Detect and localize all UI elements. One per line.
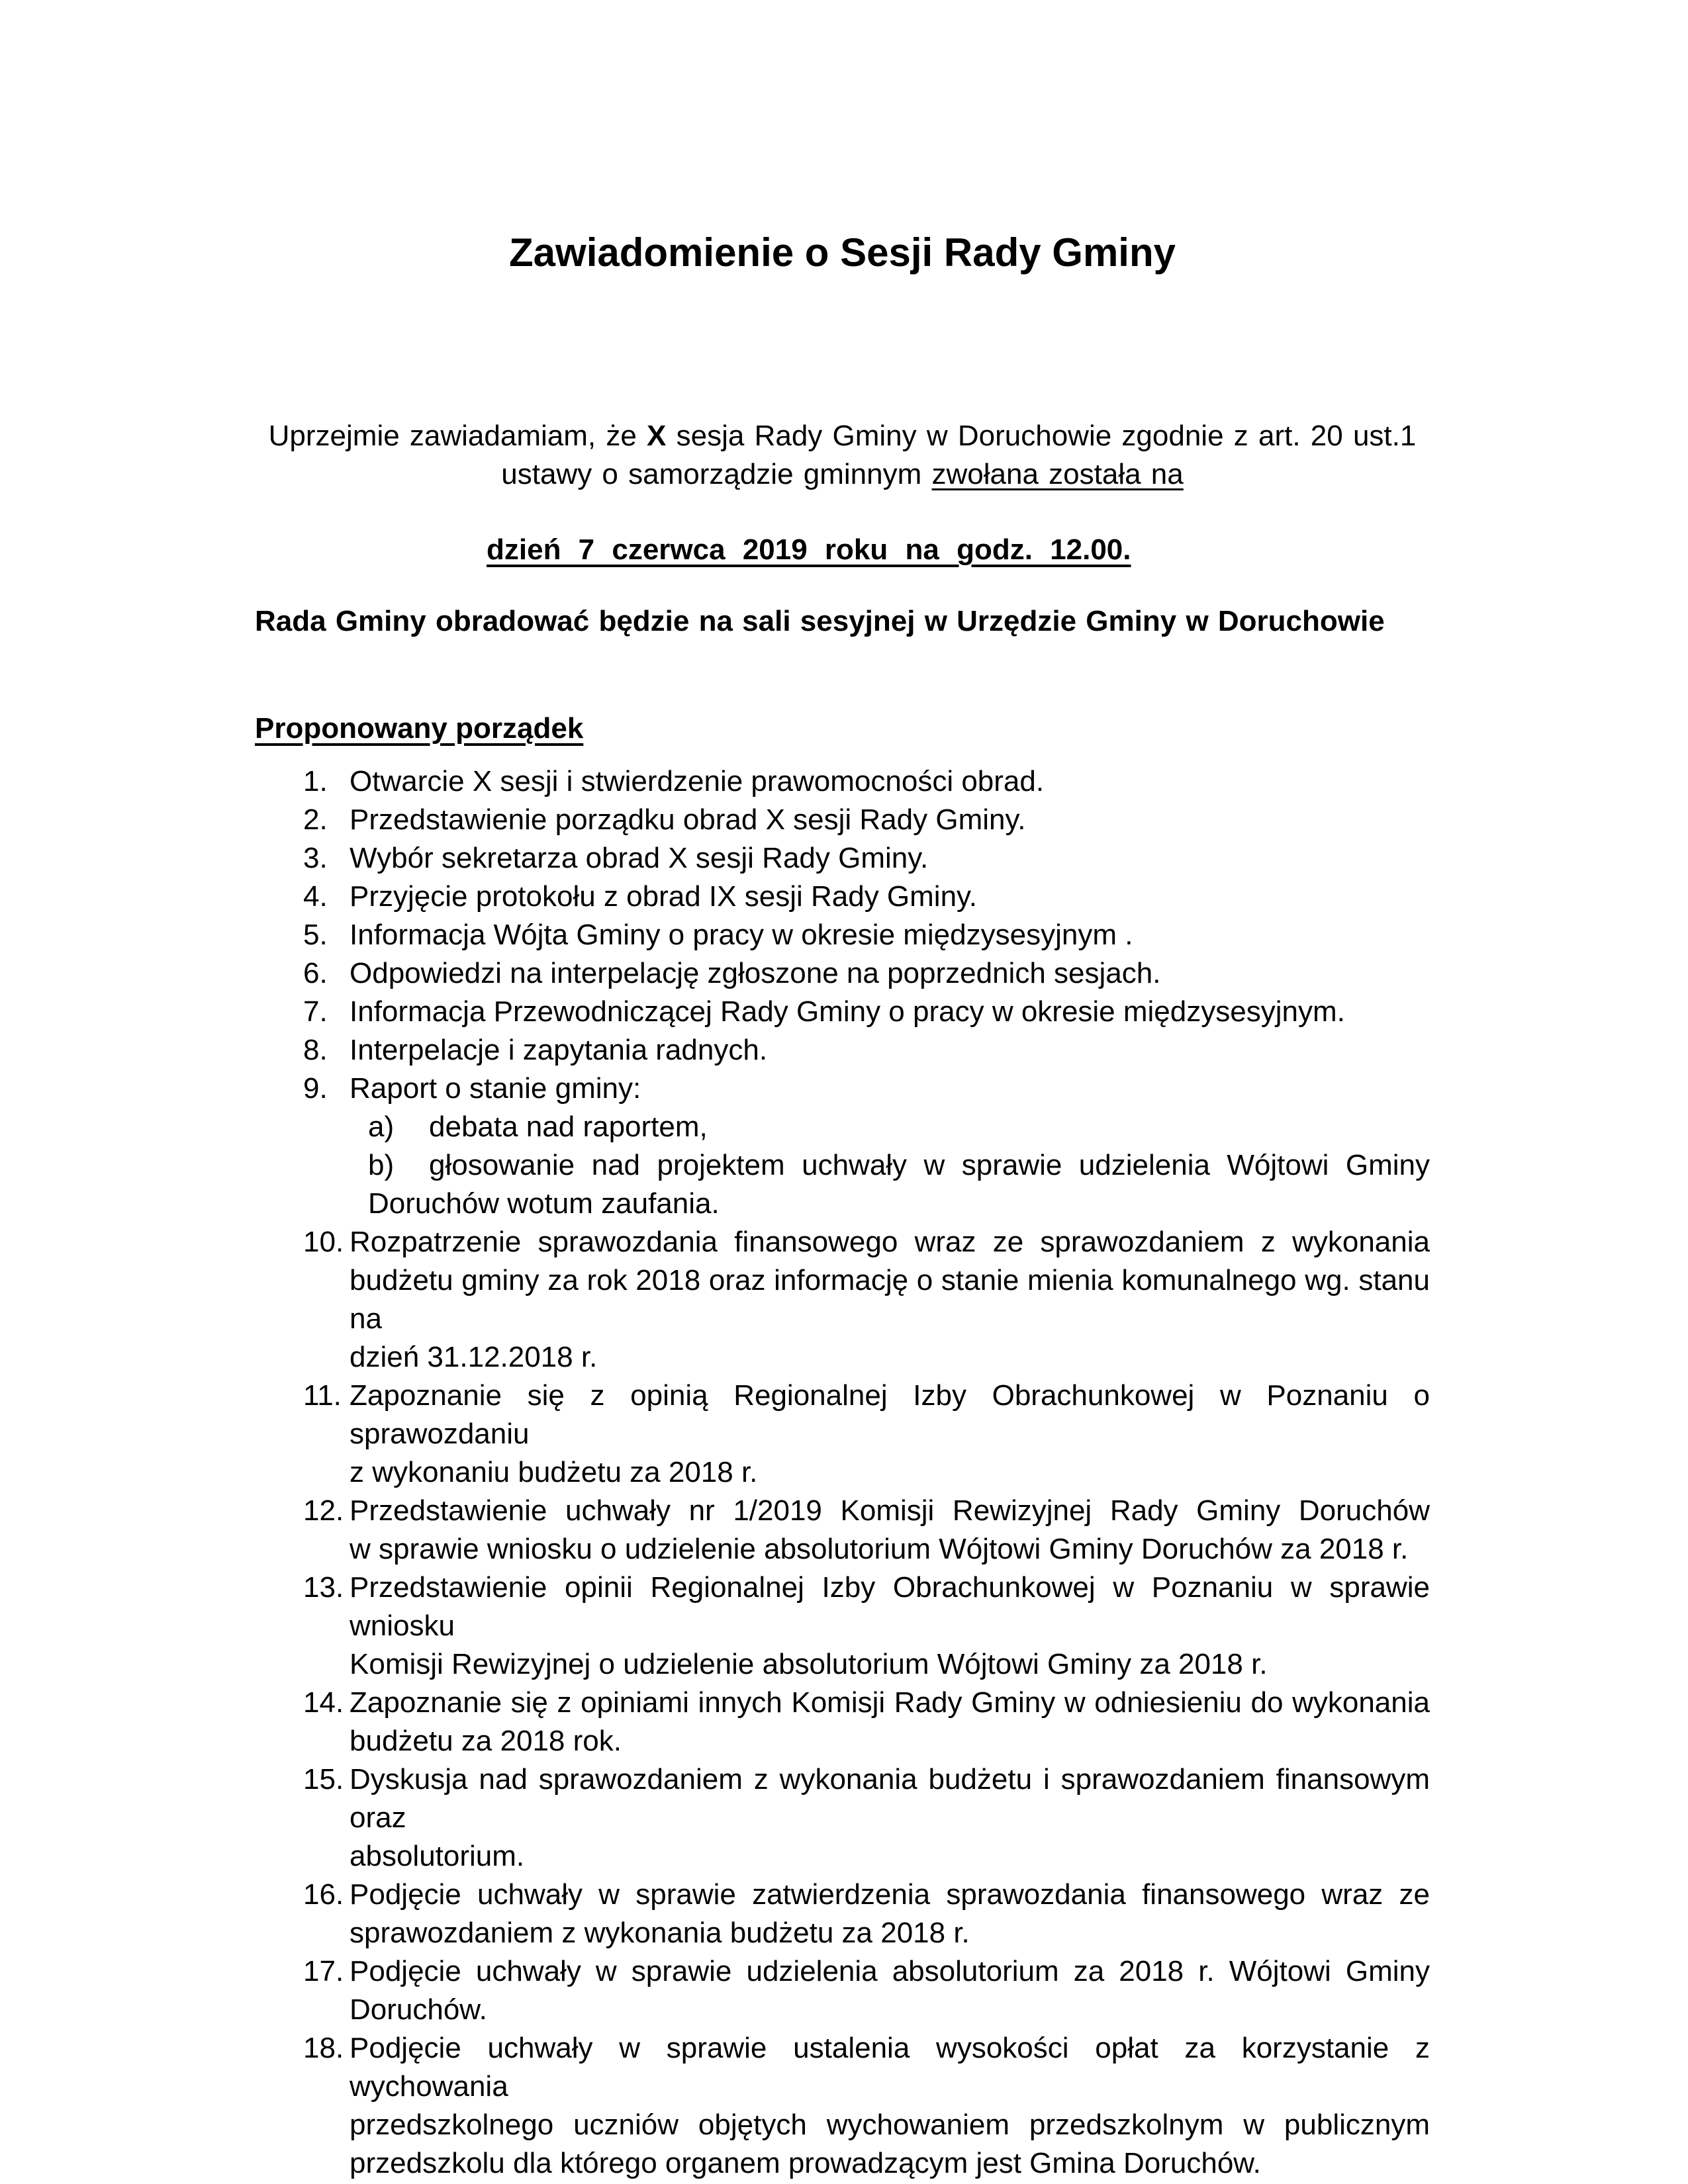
- intro-text: ustawy o samorządzie gminnym: [501, 458, 932, 490]
- text-line: Podjęcie uchwały w sprawie udzielenia absolutorium za 2018 r. Wójtowi Gminy: [350, 1955, 1430, 1987]
- text-line: Przedstawienie uchwały nr 1/2019 Komisji Rewizyjnej Rady Gminy Doruchów: [350, 1494, 1430, 1527]
- agenda-item-number: 6.: [303, 957, 328, 989]
- text-line: Przedstawienie porządku obrad X sesji Rady Gminy.: [350, 803, 1026, 836]
- intro-line: [255, 455, 1430, 494]
- agenda-subitem-marker: a): [368, 1111, 395, 1143]
- text-line: b) głosowanie nad projektem uchwały w sprawie udzielenia Wójtowi Gminy: [368, 1146, 1430, 1185]
- agenda-item-number: 11.: [303, 1379, 342, 1412]
- intro-underlined-text: zwołana została na: [931, 458, 1184, 490]
- agenda-item-number: 1.: [303, 765, 328, 797]
- text-line: Doruchów.: [350, 1993, 487, 2026]
- text-line: Rozpatrzenie sprawozdania finansowego wraz ze sprawozdaniem z wykonania: [350, 1226, 1430, 1258]
- agenda-item-number: 7.: [303, 995, 328, 1028]
- agenda-item-number: 10.: [303, 1226, 344, 1258]
- text-line: Przyjęcie protokołu z obrad IX sesji Rady Gminy.: [350, 880, 977, 913]
- agenda-item: [303, 1069, 1430, 1223]
- agenda-item: [303, 1684, 1430, 1760]
- agenda-item: [303, 762, 1430, 801]
- agenda-item: [303, 1031, 1430, 1069]
- agenda-item: [303, 954, 1430, 993]
- agenda-item: [303, 1569, 1430, 1684]
- intro-text: Uprzejmie zawiadamiam, że: [268, 420, 647, 452]
- text-line: absolutorium.: [350, 1840, 525, 1872]
- agenda-item: [303, 1492, 1430, 1569]
- text-line: Raport o stanie gminy:: [350, 1072, 641, 1105]
- text-line: Informacja Przewodniczącej Rady Gminy o pracy w okresie międzysesyjnym.: [350, 995, 1345, 1028]
- agenda-item: [303, 1876, 1430, 1952]
- agenda-subitem: [368, 1146, 1430, 1223]
- agenda-item: [303, 801, 1430, 839]
- agenda-item-number: 4.: [303, 880, 328, 913]
- agenda-item: [303, 1952, 1430, 2029]
- text-line: Informacja Wójta Gminy o pracy w okresie międzysesyjnym .: [350, 919, 1133, 951]
- document-title: Zawiadomienie o Sesji Rady Gminy: [509, 230, 1176, 275]
- session-date-heading: dzień 7 czerwca 2019 roku na godz. 12.00.: [487, 533, 1131, 566]
- text-line: dzień 31.12.2018 r.: [350, 1341, 598, 1373]
- intro-text: sesja Rady Gminy w Doruchowie zgodnie z art. 20 ust.1: [666, 420, 1417, 452]
- venue-line: Rada Gminy obradować będzie na sali sesyjnej w Urzędzie Gminy w Doruchowie: [255, 605, 1385, 637]
- text-line: Odpowiedzi na interpelację zgłoszone na poprzednich sesjach.: [350, 957, 1161, 989]
- agenda-item-number: 13.: [303, 1571, 344, 1604]
- agenda-subitem-marker: b): [368, 1149, 395, 1181]
- text-line: Przedstawienie opinii Regionalnej Izby Obrachunkowej w Poznaniu w sprawie wniosku: [350, 1571, 1430, 1642]
- agenda-item: [303, 2029, 1430, 2183]
- text-line: budżetu gminy za rok 2018 oraz informację o stanie mienia komunalnego wg. stanu na: [350, 1264, 1430, 1335]
- agenda-item-number: 2.: [303, 803, 328, 836]
- intro-bold-text: X: [647, 420, 667, 452]
- agenda-list: [255, 762, 1430, 2183]
- agenda-item-number: 14.: [303, 1686, 344, 1719]
- agenda-heading: Proponowany porządek: [255, 712, 584, 745]
- text-line: Wybór sekretarza obrad X sesji Rady Gminy.: [350, 842, 929, 874]
- agenda-item: [303, 1760, 1430, 1876]
- agenda-item-number: 18.: [303, 2032, 344, 2064]
- text-line: przedszkolu dla którego organem prowadzącym jest Gmina Doruchów.: [350, 2147, 1261, 2179]
- agenda-item: [303, 878, 1430, 916]
- agenda-item-number: 17.: [303, 1955, 344, 1987]
- text-line: Doruchów wotum zaufania.: [368, 1187, 720, 1220]
- text-line: Podjęcie uchwały w sprawie zatwierdzenia sprawozdania finansowego wraz ze: [350, 1878, 1430, 1911]
- agenda-item: [303, 839, 1430, 878]
- agenda-item-number: 3.: [303, 842, 328, 874]
- text-line: Interpelacje i zapytania radnych.: [350, 1034, 768, 1066]
- text-line: Otwarcie X sesji i stwierdzenie prawomocności obrad.: [350, 765, 1045, 797]
- agenda-item-number: 15.: [303, 1763, 344, 1796]
- agenda-item: [303, 993, 1430, 1031]
- agenda-item: [303, 1377, 1430, 1492]
- text-line: Dyskusja nad sprawozdaniem z wykonania budżetu i sprawozdaniem finansowym oraz: [350, 1763, 1430, 1834]
- text-line: Podjęcie uchwały w sprawie ustalenia wysokości opłat za korzystanie z wychowania: [350, 2032, 1430, 2103]
- agenda-item-number: 9.: [303, 1072, 328, 1105]
- agenda-item-number: 5.: [303, 919, 328, 951]
- text-line: Zapoznanie się z opinią Regionalnej Izby Obrachunkowej w Poznaniu o sprawozdaniu: [350, 1379, 1430, 1450]
- text-line: budżetu za 2018 rok.: [350, 1725, 622, 1757]
- agenda-item: [303, 916, 1430, 954]
- agenda-subitem: [368, 1108, 1430, 1146]
- intro-line: [255, 417, 1430, 455]
- text-line: sprawozdaniem z wykonania budżetu za 2018 r.: [350, 1917, 970, 1949]
- text-line: z wykonaniu budżetu za 2018 r.: [350, 1456, 758, 1488]
- text-line: Zapoznanie się z opiniami innych Komisji Rady Gminy w odniesieniu do wykonania: [350, 1686, 1430, 1719]
- text-line: Komisji Rewizyjnej o udzielenie absolutorium Wójtowi Gminy za 2018 r.: [350, 1648, 1268, 1680]
- text-line: a) debata nad raportem,: [368, 1108, 1430, 1146]
- agenda-item-number: 8.: [303, 1034, 328, 1066]
- agenda-item-number: 16.: [303, 1878, 344, 1911]
- agenda-item-number: 12.: [303, 1494, 344, 1527]
- text-line: przedszkolnego uczniów objętych wychowaniem przedszkolnym w publicznym: [350, 2109, 1430, 2141]
- intro-paragraph: [255, 417, 1430, 494]
- agenda-item: [303, 1223, 1430, 1377]
- text-line: w sprawie wniosku o udzielenie absolutorium Wójtowi Gminy Doruchów za 2018 r.: [350, 1533, 1409, 1565]
